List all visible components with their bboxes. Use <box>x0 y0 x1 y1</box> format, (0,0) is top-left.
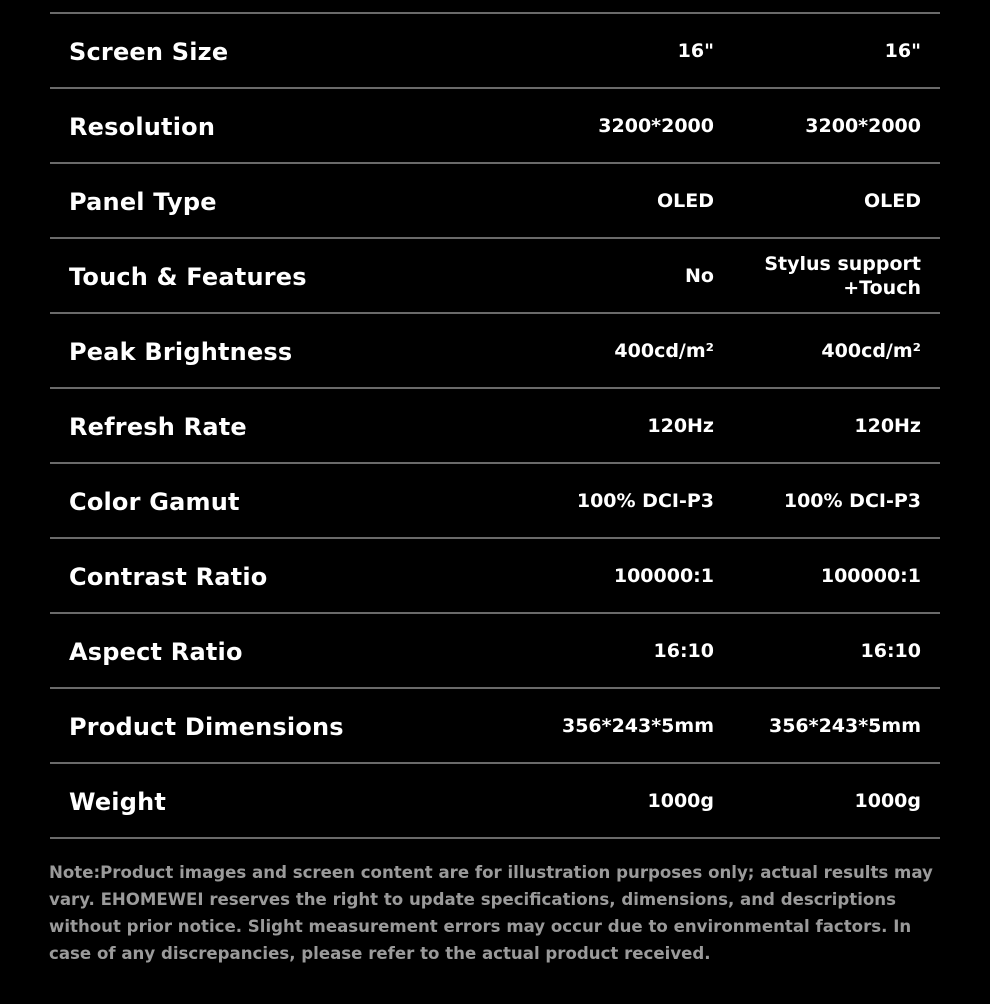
spec-value-model-a: OLED <box>656 189 714 212</box>
spec-row-panel-type <box>50 164 940 239</box>
spec-value-model-b: 120Hz <box>854 414 921 437</box>
spec-value-model-b: 100000:1 <box>820 564 921 587</box>
spec-label: Product Dimensions <box>69 713 344 741</box>
spec-value-model-b: 356*243*5mm <box>768 714 921 737</box>
spec-value-model-a: 356*243*5mm <box>561 714 714 737</box>
spec-value-model-b: 16" <box>884 39 921 62</box>
spec-row-color-gamut <box>50 464 940 539</box>
spec-value-model-a: 100% DCI-P3 <box>576 489 714 512</box>
spec-label: Resolution <box>69 113 216 141</box>
spec-label: Aspect Ratio <box>69 638 243 666</box>
spec-row-aspect-ratio <box>50 614 940 689</box>
spec-table <box>50 12 940 839</box>
spec-label: Contrast Ratio <box>69 563 268 591</box>
spec-row-product-dimensions <box>50 689 940 764</box>
spec-value-model-a: 400cd/m² <box>614 339 714 362</box>
spec-label: Color Gamut <box>69 488 240 516</box>
spec-value-model-b: 16:10 <box>860 639 921 662</box>
disclaimer-note: Note:Product images and screen content are for illustration purposes only; actual results may vary. EHOMEWEI reserves the right to update specifications, dimensions, and descriptions without prior notice. Slight measurement errors may occur due to environmental factors. In case of any discrepancies, please refer to the actual product received. <box>49 863 933 963</box>
spec-label: Refresh Rate <box>69 413 247 441</box>
spec-row-weight <box>50 764 940 839</box>
spec-value-model-a: 1000g <box>647 789 714 812</box>
spec-row-touch-features <box>50 239 940 314</box>
spec-value-model-a: 100000:1 <box>613 564 714 587</box>
spec-label: Weight <box>69 788 167 816</box>
spec-value-model-b: Stylus support +Touch <box>764 252 921 299</box>
spec-row-screen-size <box>50 14 940 89</box>
spec-value-model-b: 3200*2000 <box>805 114 921 137</box>
spec-value-model-a: 16" <box>677 39 714 62</box>
spec-row-resolution <box>50 89 940 164</box>
spec-label: Panel Type <box>69 188 217 216</box>
spec-row-refresh-rate <box>50 389 940 464</box>
spec-row-contrast-ratio <box>50 539 940 614</box>
spec-label: Peak Brightness <box>69 338 293 366</box>
spec-label: Screen Size <box>69 38 229 66</box>
spec-value-model-a: 3200*2000 <box>598 114 714 137</box>
spec-value-model-b: 1000g <box>854 789 921 812</box>
spec-value-model-b: 100% DCI-P3 <box>783 489 921 512</box>
spec-value-model-a: 120Hz <box>647 414 714 437</box>
spec-label: Touch & Features <box>69 263 307 291</box>
spec-value-model-a: 16:10 <box>653 639 714 662</box>
spec-value-model-b: 400cd/m² <box>821 339 921 362</box>
spec-value-model-b: OLED <box>863 189 921 212</box>
spec-row-peak-brightness <box>50 314 940 389</box>
spec-value-model-a: No <box>685 264 714 287</box>
